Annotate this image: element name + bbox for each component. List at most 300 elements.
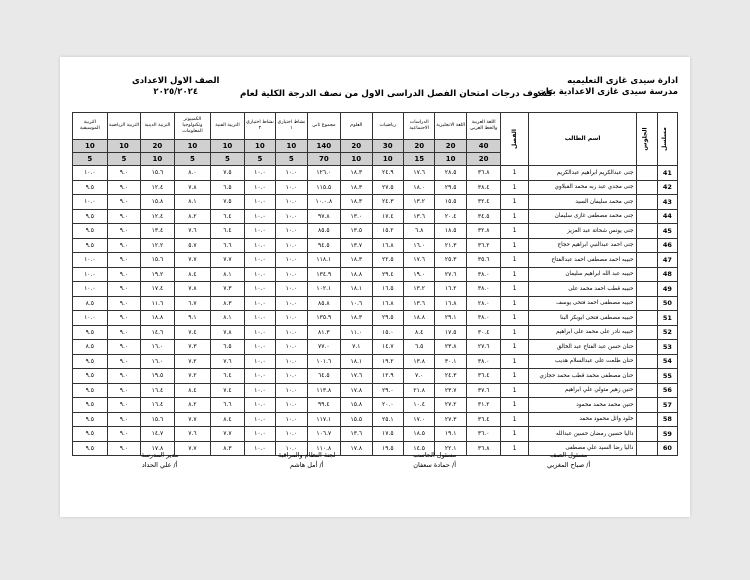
row-seat: [637, 354, 657, 369]
row-score: ٨.٤: [174, 383, 211, 398]
row-score: ١٠.٠: [276, 398, 307, 413]
row-score: ٢٠.٠: [372, 398, 403, 413]
row-score: ١٣.٢: [403, 195, 434, 210]
row-seat: [637, 427, 657, 442]
row-score: ١٩.١: [435, 427, 466, 442]
row-score: ٣٦.٢: [466, 238, 501, 253]
row-score: ١٠٢.١: [307, 282, 340, 297]
row-seat: [637, 224, 657, 239]
col-name: اسم الطالب: [528, 113, 637, 166]
row-score: ١٠.٠: [276, 195, 307, 210]
col-activity-1: نشاط اختياري ١: [276, 113, 307, 140]
row-score: ١٠.٠: [276, 383, 307, 398]
row-score: ١٣.٦: [403, 209, 434, 224]
row-score: ١٦.٢: [435, 282, 466, 297]
row-student-name: داليا حسين رمضان حسين عبدالله: [528, 427, 637, 442]
row-score: ٩.٥: [73, 383, 108, 398]
row-score: ٩.٥: [73, 369, 108, 384]
row-score: ٢٠.٤: [435, 209, 466, 224]
row-score: ٩.٠: [107, 166, 140, 181]
row-score: ٨٥.٨: [307, 296, 340, 311]
row-score: ١٧.٤: [141, 282, 174, 297]
row-score: ٩.٥: [73, 412, 108, 427]
row-score: ١٠.٠: [244, 238, 275, 253]
row-seat: [637, 383, 657, 398]
min-score: 10: [341, 153, 372, 166]
col-music: التربية الموسيقية: [73, 113, 108, 140]
col-class: الفصل: [501, 113, 528, 166]
row-student-name: حبيبه مصطفى احمد فتحى يوسف: [528, 296, 637, 311]
row-score: ١٢٦.٠: [307, 166, 340, 181]
row-score: ٨١.٣: [307, 325, 340, 340]
row-score: ١٥.٦: [141, 412, 174, 427]
max-score: 10: [107, 140, 140, 153]
row-score: ١٠.٠: [244, 296, 275, 311]
row-score: ٩.٥: [73, 224, 108, 239]
row-score: ٩.٥: [73, 441, 108, 456]
row-seat: [637, 325, 657, 340]
row-score: ٣٠.٤: [466, 325, 501, 340]
max-score: 20: [341, 140, 372, 153]
row-score: ٦.٧: [174, 296, 211, 311]
row-score: ٢٧.٥: [372, 180, 403, 195]
row-class: 1: [501, 166, 528, 181]
row-score: ٩.٠: [107, 325, 140, 340]
row-class: 1: [501, 282, 528, 297]
row-class: 1: [501, 209, 528, 224]
row-score: ٨.٣: [211, 441, 244, 456]
row-score: ١٠.٠: [73, 253, 108, 268]
row-score: ٩.٠: [107, 412, 140, 427]
row-class: 1: [501, 311, 528, 326]
row-score: ٣٨.٠: [466, 267, 501, 282]
row-seq: 53: [657, 340, 677, 355]
row-score: ٧.٧: [211, 253, 244, 268]
row-student-name: حنان حسن عبد الفتاح عبد الخالق: [528, 340, 637, 355]
row-student-name: حبيبه قطب احمد محمد على: [528, 282, 637, 297]
row-score: ٩.٠: [107, 398, 140, 413]
row-score: ٩.٠: [107, 267, 140, 282]
row-score: ١٠١.٦: [307, 354, 340, 369]
row-score: ٣٨.٠: [466, 311, 501, 326]
table-row: [73, 166, 678, 181]
row-score: ١٨.٣: [341, 180, 372, 195]
row-score: ١١.٠: [341, 325, 372, 340]
row-score: ١٠.٠: [244, 282, 275, 297]
row-class: 1: [501, 296, 528, 311]
row-score: ٢١.٨: [403, 383, 434, 398]
row-score: ٣٢.٨: [466, 224, 501, 239]
row-score: ٩.٠: [107, 180, 140, 195]
academic-year: ٢٠٢٥/٢٠٢٤: [153, 87, 199, 97]
row-score: ١٠.٠: [73, 282, 108, 297]
row-score: ١٠.٠: [244, 412, 275, 427]
row-seq: 51: [657, 311, 677, 326]
row-seq: 55: [657, 369, 677, 384]
row-score: ١٤.٥: [403, 441, 434, 456]
row-student-name: حنان مصطفى محمد قطب محمد حجازي: [528, 369, 637, 384]
row-score: ١٤.٧: [141, 427, 174, 442]
row-score: ٢٨.٥: [435, 166, 466, 181]
row-score: ٢٩.٤: [372, 267, 403, 282]
row-score: ٢٥.٣: [435, 253, 466, 268]
row-score: ٩.٠: [107, 369, 140, 384]
row-class: 1: [501, 369, 528, 384]
row-class: 1: [501, 354, 528, 369]
max-score: 10: [276, 140, 307, 153]
row-score: ١٤.٧: [372, 340, 403, 355]
max-score: 10: [211, 140, 244, 153]
row-student-name: جنى يونس شحاتة عبد العزيز: [528, 224, 637, 239]
row-class: 1: [501, 427, 528, 442]
row-score: ٩.٠: [107, 311, 140, 326]
row-score: ٨.٥: [73, 296, 108, 311]
row-class: 1: [501, 224, 528, 239]
row-score: ٩.٥: [73, 427, 108, 442]
col-sports: التربية الرياضية: [107, 113, 140, 140]
row-score: ١٦.٤: [141, 383, 174, 398]
row-score: ١٠.٠: [73, 311, 108, 326]
row-score: ٩.٥: [73, 325, 108, 340]
row-student-name: خلود وائل محمود محمد: [528, 412, 637, 427]
row-score: ١٣.٨: [403, 354, 434, 369]
row-score: ١٨.١: [341, 354, 372, 369]
min-score: 20: [466, 153, 501, 166]
table-row: [73, 412, 678, 427]
row-seq: 60: [657, 441, 677, 456]
row-seat: [637, 195, 657, 210]
row-score: ٣٦.٨: [466, 166, 501, 181]
row-score: ١٨.٣: [341, 166, 372, 181]
row-score: ١٧.٨: [141, 441, 174, 456]
row-seat: [637, 253, 657, 268]
row-student-name: حنان طلعت على عبدالسلام هديب: [528, 354, 637, 369]
row-student-name: حنين زهير متولي علي ابراهيم: [528, 383, 637, 398]
min-score: 70: [307, 153, 340, 166]
row-student-name: داليا رضا السيد علي مصطفى: [528, 441, 637, 456]
row-score: ٢١.٣: [435, 238, 466, 253]
row-score: ١٥.٥: [341, 412, 372, 427]
row-score: ١٨.٥: [403, 427, 434, 442]
row-score: ٣٦.٨: [466, 441, 501, 456]
row-seq: 47: [657, 253, 677, 268]
row-score: ٩.١: [174, 311, 211, 326]
row-score: ٧.٧: [174, 412, 211, 427]
row-score: ٧.٦: [174, 224, 211, 239]
col-ict: الكمبيوتر وتكنولوجيا المعلومات: [174, 113, 211, 140]
row-student-name: جنى محمد مصطفى غازى سليمان: [528, 209, 637, 224]
row-score: ١١٥.٥: [307, 180, 340, 195]
col-math: رياضيات: [372, 113, 403, 140]
row-score: ٢٤.٣: [372, 195, 403, 210]
row-score: ١٦.٠: [141, 354, 174, 369]
row-score: ٧.٣: [174, 340, 211, 355]
max-score: 10: [174, 140, 211, 153]
row-score: ٣٤.٥: [466, 209, 501, 224]
row-student-name: جنى مجدي عبد ربه محمد القبلاوي: [528, 180, 637, 195]
col-arabic: اللغة العربية والخط العربي: [466, 113, 501, 140]
row-score: ١٧.٤: [372, 209, 403, 224]
row-score: ٣١.٢: [466, 398, 501, 413]
row-score: ٣٥.٦: [466, 253, 501, 268]
row-score: ١٢.٩: [372, 369, 403, 384]
grade-header: [132, 76, 219, 98]
row-score: ١٠.٠: [244, 441, 275, 456]
row-score: ١٠.٠: [244, 311, 275, 326]
row-score: ١٠.٠: [244, 180, 275, 195]
row-score: ١٠.٠: [276, 209, 307, 224]
row-score: ١٣.٦: [403, 296, 434, 311]
school-name: مدرسة سيدى غازى الاعدادية بنات: [537, 87, 678, 97]
row-score: ١٣.٢: [403, 282, 434, 297]
row-score: ٨.٤: [174, 267, 211, 282]
row-score: ١٠.٠: [276, 282, 307, 297]
row-score: ١٠.٠: [276, 296, 307, 311]
row-score: ٢٩.٥: [435, 180, 466, 195]
grades-table: [72, 112, 678, 456]
row-score: ١٠.٠: [276, 412, 307, 427]
row-score: ٦.٥: [403, 340, 434, 355]
row-class: 1: [501, 340, 528, 355]
row-score: ٧.٦: [211, 354, 244, 369]
row-score: ٦.٤: [211, 369, 244, 384]
row-seat: [637, 398, 657, 413]
row-score: ٧.٧: [174, 253, 211, 268]
row-score: ٦.٦: [211, 238, 244, 253]
max-score: 140: [307, 140, 340, 153]
row-score: ٩.٠: [107, 238, 140, 253]
max-score: 20: [403, 140, 434, 153]
row-seq: 58: [657, 412, 677, 427]
row-score: ١٩.٥: [141, 369, 174, 384]
signature-committee: لجنة النظام والمراقبة أ/ أمل هاشم: [278, 451, 336, 469]
min-score: 10: [141, 153, 174, 166]
row-score: ١٠.٠: [244, 383, 275, 398]
row-score: ٦.٥: [211, 340, 244, 355]
row-score: ١١٨.١: [307, 253, 340, 268]
row-score: ٩.٠: [107, 195, 140, 210]
row-score: ٣٠.١: [435, 354, 466, 369]
table-row: [73, 209, 678, 224]
row-score: ١٨.٨: [141, 311, 174, 326]
row-student-name: جنى محمد سليمان السيد: [528, 195, 637, 210]
row-score: ١٦.٠: [141, 340, 174, 355]
row-score: ٨.٤: [211, 412, 244, 427]
row-seq: 57: [657, 398, 677, 413]
row-score: ٩.٠: [107, 441, 140, 456]
row-seq: 43: [657, 195, 677, 210]
row-score: ٨.١: [174, 195, 211, 210]
row-score: ١٥.٦: [141, 166, 174, 181]
row-score: ١٠.٠: [276, 224, 307, 239]
row-student-name: جنى احمد عبدالنبي ابراهيم حجاج: [528, 238, 637, 253]
row-score: ١٥.٨: [341, 398, 372, 413]
row-score: ٢٢.١: [435, 441, 466, 456]
row-seat: [637, 209, 657, 224]
table-row: [73, 398, 678, 413]
row-seat: [637, 311, 657, 326]
row-score: ٩.٥: [73, 180, 108, 195]
row-score: ١١٠.٨: [307, 441, 340, 456]
row-score: ٧.٧: [174, 441, 211, 456]
row-score: ٢٩.١: [435, 311, 466, 326]
row-student-name: حبيبه عبد الله ابراهيم سليمان: [528, 267, 637, 282]
row-score: ١٠.٠: [73, 166, 108, 181]
row-score: ١٣.٥: [341, 224, 372, 239]
row-score: ١٦.٨: [435, 296, 466, 311]
row-score: ١٨.٨: [341, 267, 372, 282]
row-seat: [637, 369, 657, 384]
row-score: ١٠.٠: [276, 238, 307, 253]
row-score: ١٥.٨: [141, 195, 174, 210]
row-score: ٦.٥: [211, 180, 244, 195]
row-score: ١٩.٥: [372, 441, 403, 456]
row-score: ٢٧.٦: [466, 340, 501, 355]
row-score: ٧.٤: [174, 325, 211, 340]
row-score: ٨.١: [211, 267, 244, 282]
table-row: [73, 383, 678, 398]
row-score: ١٧.٨: [341, 441, 372, 456]
row-score: ١٠.٠: [244, 267, 275, 282]
min-score: 5: [244, 153, 275, 166]
row-score: ٧٧.٠: [307, 340, 340, 355]
col-seq: مسلسل: [657, 113, 677, 166]
row-score: ٩.٠: [107, 224, 140, 239]
row-score: ١٣.٠: [341, 209, 372, 224]
row-seat: [637, 296, 657, 311]
row-score: ٦.٤: [211, 209, 244, 224]
row-score: ٧.٢: [174, 369, 211, 384]
row-score: ٩٤.٥: [307, 238, 340, 253]
row-score: ٢٧.٦: [435, 267, 466, 282]
row-score: ١٠.٠: [276, 325, 307, 340]
row-score: ١٠.٠: [244, 427, 275, 442]
row-score: ١٠.٠: [244, 253, 275, 268]
col-religion: التربية الدينية: [141, 113, 174, 140]
min-score: 5: [276, 153, 307, 166]
row-score: ١٠.٠: [244, 209, 275, 224]
row-score: ١٠.٠: [276, 441, 307, 456]
row-score: ٩.٥: [73, 354, 108, 369]
row-score: ١٠.٠: [73, 267, 108, 282]
row-score: ١٧.٨: [341, 383, 372, 398]
row-score: ٨.٤: [403, 325, 434, 340]
row-score: ٧.٢: [174, 354, 211, 369]
table-row: [73, 224, 678, 239]
row-score: ١٧.٦: [403, 253, 434, 268]
row-score: ٨.٢: [174, 209, 211, 224]
max-score: 40: [466, 140, 501, 153]
row-score: ١١٧.١: [307, 412, 340, 427]
row-score: ٨.٠: [174, 166, 211, 181]
row-seq: 59: [657, 427, 677, 442]
row-score: ٩.٥: [73, 238, 108, 253]
row-score: ١٨.٣: [341, 253, 372, 268]
row-score: ٧.٣: [211, 282, 244, 297]
row-score: ١٠.٠: [276, 180, 307, 195]
max-score: 10: [244, 140, 275, 153]
row-score: ١٨.٨: [403, 311, 434, 326]
row-class: 1: [501, 383, 528, 398]
row-seq: 41: [657, 166, 677, 181]
table-row: [73, 282, 678, 297]
row-score: ٧.٨: [211, 325, 244, 340]
row-class: 1: [501, 180, 528, 195]
row-class: 1: [501, 253, 528, 268]
row-score: ٣٦.٤: [466, 369, 501, 384]
min-score: 10: [435, 153, 466, 166]
row-score: ٦.٤: [211, 224, 244, 239]
row-score: ١٦.٥: [372, 282, 403, 297]
row-score: ١١٣.٨: [307, 383, 340, 398]
max-score: 10: [73, 140, 108, 153]
row-score: ٧.١: [341, 340, 372, 355]
row-score: ١٠.٠: [244, 325, 275, 340]
row-score: ١٣.٧: [341, 238, 372, 253]
row-score: ١٠.٠: [244, 340, 275, 355]
row-class: 1: [501, 267, 528, 282]
row-score: ٣٨.٠: [466, 282, 501, 297]
row-score: ١٠.٦: [341, 296, 372, 311]
row-score: ٢٢.٥: [372, 253, 403, 268]
row-score: ٣٨.٤: [466, 180, 501, 195]
row-score: ١٠.٠: [244, 195, 275, 210]
row-score: ١١.٦: [141, 296, 174, 311]
row-score: ٩٩.٤: [307, 398, 340, 413]
row-score: ٩.٥: [73, 209, 108, 224]
admin-name: ادارة سيدى غازى التعليميه: [567, 76, 678, 86]
row-seq: 42: [657, 180, 677, 195]
row-class: 1: [501, 325, 528, 340]
grade-name: الصف الاول الاعدادى: [132, 76, 220, 86]
row-score: ١٧.٦: [403, 166, 434, 181]
row-score: ١٠.٠: [276, 369, 307, 384]
row-score: ١٢.٤: [141, 180, 174, 195]
row-score: ٢٧.٣: [435, 412, 466, 427]
row-score: ١٧.٦: [341, 369, 372, 384]
row-score: ٦.٨: [403, 224, 434, 239]
row-seq: 50: [657, 296, 677, 311]
min-score: 15: [403, 153, 434, 166]
row-score: ٢٤.٣: [435, 369, 466, 384]
row-score: ٧.٥: [211, 166, 244, 181]
row-score: ٦.٦: [211, 398, 244, 413]
row-score: ٨.٥: [73, 340, 108, 355]
row-score: ١٢.٤: [141, 209, 174, 224]
row-score: ١٠.٠: [276, 354, 307, 369]
row-score: ١٠٦.٧: [307, 427, 340, 442]
row-score: ١٠.٠: [244, 398, 275, 413]
row-seat: [637, 441, 657, 456]
row-score: ٣٦.٠: [466, 427, 501, 442]
document-sheet: [60, 57, 690, 517]
row-score: ٣٦.٤: [466, 412, 501, 427]
row-student-name: جنى عبدالكريم ابراهيم عبدالكريم: [528, 166, 637, 181]
row-score: ١٦.٨: [372, 296, 403, 311]
row-score: ٩.٠: [107, 340, 140, 355]
col-art: التربية الفنية: [211, 113, 244, 140]
row-seat: [637, 412, 657, 427]
row-seq: 49: [657, 282, 677, 297]
row-class: 1: [501, 238, 528, 253]
row-score: ٢٥.١: [372, 412, 403, 427]
row-score: ٩.٠: [107, 354, 140, 369]
min-score: 10: [372, 153, 403, 166]
row-seat: [637, 267, 657, 282]
row-seq: 56: [657, 383, 677, 398]
col-english: اللغة الانجليزية: [435, 113, 466, 140]
row-score: ٧.٨: [174, 282, 211, 297]
